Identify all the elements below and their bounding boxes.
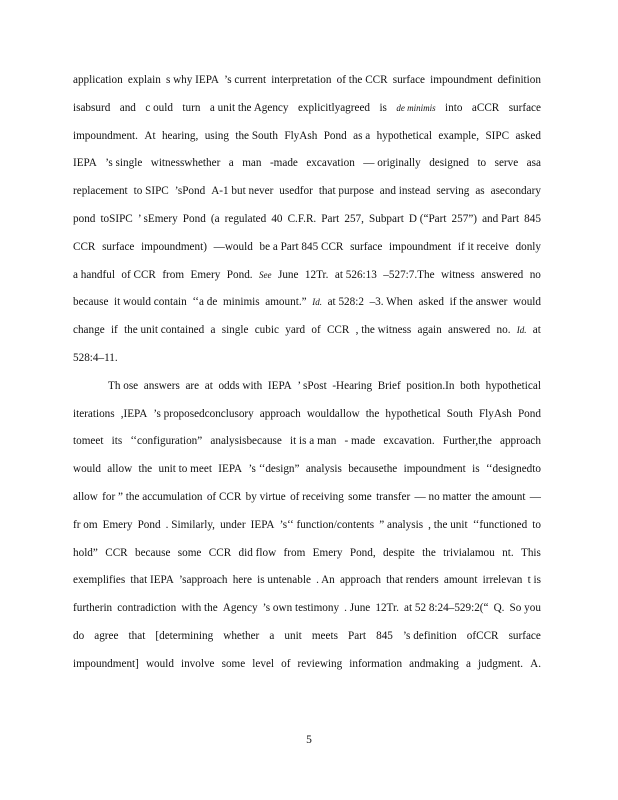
- text-word: tomeet: [73, 435, 104, 448]
- text-word: excavation.: [383, 435, 435, 448]
- text-word: agree: [94, 629, 119, 642]
- text-word: IEPA: [218, 463, 243, 476]
- text-word: as: [475, 185, 485, 198]
- text-word: witness: [441, 268, 475, 281]
- text-word: — no matter: [414, 490, 472, 503]
- text-word: no.: [496, 324, 511, 337]
- text-word: hearing,: [161, 129, 199, 142]
- text-word: impoundment): [141, 240, 207, 253]
- text-word: would: [145, 657, 174, 670]
- text-word: Part: [348, 629, 367, 642]
- text-word: ‘‘a de: [192, 296, 218, 309]
- text-word: do: [73, 629, 85, 642]
- text-line: [73, 543, 541, 571]
- text-word: surface: [350, 240, 383, 253]
- text-word: if: [110, 324, 118, 337]
- text-word: FlyAsh: [478, 407, 512, 420]
- text-word: (a: [210, 212, 220, 225]
- text-word: –3. When: [369, 296, 413, 309]
- text-word: a: [465, 657, 471, 670]
- page-number: 5: [306, 734, 312, 746]
- text-word: ,IEPA: [120, 407, 148, 420]
- text-word: of: [281, 657, 291, 670]
- text-line: [73, 376, 541, 404]
- text-word: using: [204, 129, 229, 142]
- text-word: impoundment]: [73, 657, 139, 670]
- text-word: FlyAsh: [284, 129, 318, 142]
- text-word: meets: [311, 629, 338, 642]
- text-word: asecondary: [490, 185, 541, 198]
- text-word: approach: [259, 407, 301, 420]
- text-word: would: [73, 463, 101, 476]
- text-word: ’s‘‘ function/contents: [279, 518, 375, 531]
- text-word: ’s own testimony: [262, 602, 340, 615]
- text-word: Th ose: [108, 379, 139, 392]
- text-word: at 52 8:24–529:2(“: [403, 602, 489, 615]
- text-word: Pond: [137, 518, 161, 531]
- text-word: June: [277, 268, 299, 281]
- text-word: a: [228, 157, 234, 170]
- text-word: replacement: [73, 185, 128, 198]
- text-line: [73, 598, 541, 626]
- text-word: the: [365, 407, 380, 420]
- text-word: fr om: [73, 518, 98, 531]
- text-word: and: [119, 101, 136, 114]
- text-word: the amount: [475, 490, 526, 503]
- text-word: to SIPC: [133, 185, 169, 198]
- text-line: [73, 487, 541, 515]
- text-word: a: [269, 629, 275, 642]
- text-word: from: [283, 546, 306, 559]
- text-word: explicitlyagreed: [297, 101, 371, 114]
- text-word: example,: [438, 129, 480, 142]
- text-line: [73, 126, 541, 154]
- text-line: [73, 654, 541, 682]
- text-word: [determining: [155, 629, 214, 642]
- text-word: CCR: [326, 324, 350, 337]
- text-word: Q.: [493, 602, 505, 615]
- text-word: level: [252, 657, 275, 670]
- text-line: [73, 515, 541, 543]
- text-word: SIPC: [485, 129, 510, 142]
- text-word: despite: [383, 546, 415, 559]
- text-word: toSIPC: [100, 212, 133, 225]
- text-word: CCR: [208, 546, 232, 559]
- text-word: , the unit: [428, 518, 468, 531]
- text-word: t is: [527, 574, 541, 587]
- text-line: [73, 348, 541, 376]
- text-word: of receiving: [290, 490, 344, 503]
- text-word: be a Part 845 CCR: [259, 240, 344, 253]
- text-word: Pond: [517, 407, 541, 420]
- text-word: 12Tr.: [304, 268, 329, 281]
- text-word: trivialamou: [443, 546, 495, 559]
- text-word: impoundment: [389, 240, 452, 253]
- text-word: Pond,: [349, 546, 376, 559]
- text-word: ’s ‘‘design”: [248, 463, 300, 476]
- text-line: [73, 153, 541, 181]
- text-word: by virtue: [245, 490, 286, 503]
- text-word: some: [221, 657, 246, 670]
- text-line: [73, 237, 541, 265]
- text-word: unit: [284, 629, 302, 642]
- text-word: So you: [509, 602, 541, 615]
- text-word: a handful: [73, 268, 115, 281]
- text-line: [73, 209, 541, 237]
- text-word: yard: [285, 324, 306, 337]
- text-word: asa: [526, 157, 541, 170]
- text-word: that purpose: [318, 185, 374, 198]
- text-word: — originally: [363, 157, 421, 170]
- text-word: ’s proposedconclusory: [153, 407, 254, 420]
- text-word: explain: [127, 74, 161, 86]
- text-word: information: [349, 657, 403, 670]
- text-word: for ” the accumulation: [102, 490, 203, 503]
- text-word: Id.: [516, 325, 527, 336]
- text-word: ’sPond: [174, 185, 206, 198]
- text-word: impoundment.: [73, 129, 138, 142]
- text-word: Part: [321, 212, 340, 225]
- text-word: under: [220, 518, 246, 531]
- text-word: ’s single: [105, 157, 143, 170]
- text-word: as a: [353, 129, 371, 142]
- text-word: of the CCR: [336, 74, 388, 86]
- text-word: —: [529, 490, 541, 503]
- text-word: designed: [429, 157, 469, 170]
- text-word: man: [242, 157, 262, 170]
- text-word: it is a man: [290, 435, 337, 448]
- text-word: donly: [515, 240, 541, 253]
- text-word: position.In: [406, 379, 455, 392]
- text-word: Agency: [222, 602, 258, 615]
- text-word: Subpart: [369, 212, 404, 225]
- text-word: no: [529, 268, 541, 281]
- text-word: IEPA: [73, 157, 97, 170]
- text-word: to: [532, 518, 541, 531]
- text-word: because: [73, 296, 109, 309]
- text-word: impoundment: [430, 74, 493, 86]
- text-word: wouldallow: [306, 407, 360, 420]
- text-word: unit to meet: [158, 463, 212, 476]
- text-word: de minimis: [396, 102, 436, 113]
- text-word: interpretation: [271, 74, 332, 86]
- text-word: 257”): [451, 212, 478, 225]
- text-word: allow: [73, 490, 98, 503]
- text-word: approach: [499, 435, 541, 448]
- text-word: of: [311, 324, 321, 337]
- text-word: ofCCR: [466, 629, 499, 642]
- text-word: usedfor: [279, 185, 313, 198]
- text-word: definition: [497, 74, 541, 86]
- text-word: . June: [344, 602, 371, 615]
- text-word: is: [379, 101, 387, 114]
- text-word: surface: [508, 101, 541, 114]
- text-word: witnesswhether: [150, 157, 221, 170]
- text-word: See: [259, 269, 272, 280]
- text-word: ” analysis: [379, 518, 424, 531]
- text-word: D (“Part: [408, 212, 447, 225]
- text-line: [73, 320, 541, 348]
- text-word: into: [445, 101, 463, 114]
- text-word: pond: [73, 212, 96, 225]
- text-word: ’ sPost: [297, 379, 327, 392]
- text-word: ’ sEmery: [137, 212, 178, 225]
- text-word: turn: [182, 101, 201, 114]
- text-word: at: [532, 324, 541, 337]
- text-word: IEPA: [250, 518, 275, 531]
- text-word: at: [204, 379, 213, 392]
- text-word: isabsurd: [73, 101, 111, 114]
- text-word: This: [521, 546, 541, 559]
- text-word: odds with: [218, 379, 263, 392]
- text-word: again: [417, 324, 442, 337]
- text-line: [73, 404, 541, 432]
- text-word: judgment.: [477, 657, 524, 670]
- text-word: analysis: [305, 463, 342, 476]
- text-word: ‘‘designedto: [485, 463, 541, 476]
- text-word: minimis: [222, 296, 260, 309]
- text-word: if it receive: [457, 240, 509, 253]
- text-word: –527:7.The: [383, 268, 435, 281]
- text-line: [73, 181, 541, 209]
- text-word: 845: [376, 629, 393, 642]
- text-line: [73, 459, 541, 487]
- text-word: that renders: [386, 574, 439, 587]
- text-word: serve: [494, 157, 519, 170]
- text-word: whether: [223, 629, 260, 642]
- text-word: Further,the: [442, 435, 492, 448]
- text-word: at 526:13: [334, 268, 377, 281]
- text-word: application: [73, 74, 123, 86]
- text-word: 528:4–11.: [73, 351, 118, 364]
- text-word: is: [472, 463, 480, 476]
- text-word: ’sapproach: [179, 574, 228, 587]
- text-word: hypothetical: [376, 129, 432, 142]
- text-word: and Part: [482, 212, 520, 225]
- text-word: Pond.: [226, 268, 253, 281]
- text-word: the: [138, 463, 153, 476]
- text-word: to: [477, 157, 487, 170]
- text-word: impoundment: [403, 463, 466, 476]
- text-word: hypothetical: [485, 379, 541, 392]
- text-word: Pond: [182, 212, 206, 225]
- text-line: [73, 292, 541, 320]
- text-word: , the witness: [355, 324, 412, 337]
- text-word: amount: [443, 574, 478, 587]
- text-word: C.F.R.: [287, 212, 317, 225]
- text-word: Id.: [312, 297, 322, 308]
- text-word: at 528:2: [327, 296, 364, 309]
- text-word: excavation: [306, 157, 355, 170]
- text-word: change: [73, 324, 105, 337]
- text-word: -Hearing: [332, 379, 373, 392]
- text-word: nt.: [502, 546, 514, 559]
- text-word: with the: [181, 602, 218, 615]
- text-word: ‘‘configuration”: [130, 435, 203, 448]
- text-word: serving: [436, 185, 470, 198]
- text-word: that: [128, 629, 146, 642]
- text-word: analysisbecause: [210, 435, 282, 448]
- text-word: of CCR: [121, 268, 156, 281]
- text-word: South: [446, 407, 473, 420]
- text-word: At: [144, 129, 156, 142]
- text-word: some: [348, 490, 372, 503]
- text-word: contradiction: [117, 602, 177, 615]
- text-word: 12Tr.: [375, 602, 399, 615]
- paragraph-2: [73, 376, 541, 682]
- text-word: aCCR: [471, 101, 500, 114]
- text-word: some: [177, 546, 202, 559]
- text-word: its: [111, 435, 123, 448]
- text-word: and instead: [379, 185, 431, 198]
- text-word: c ould: [145, 101, 173, 114]
- text-word: asked: [515, 129, 541, 142]
- text-word: A.: [530, 657, 541, 670]
- text-word: amount.”: [265, 296, 307, 309]
- text-word: surface: [392, 74, 426, 86]
- text-word: ‘‘functioned: [472, 518, 528, 531]
- text-word: 257,: [344, 212, 364, 225]
- text-word: furtherin: [73, 602, 113, 615]
- text-word: Emery: [190, 268, 221, 281]
- text-word: from: [162, 268, 185, 281]
- text-word: hypothetical: [385, 407, 441, 420]
- text-line: [73, 265, 541, 293]
- text-word: irrelevan: [482, 574, 523, 587]
- text-word: andmaking: [409, 657, 459, 670]
- text-word: 845: [524, 212, 541, 225]
- text-line: [73, 98, 541, 126]
- text-word: hold”: [73, 546, 98, 559]
- text-line: [73, 570, 541, 598]
- text-word: approach: [339, 574, 381, 587]
- text-word: because: [135, 546, 171, 559]
- text-word: answered: [481, 268, 524, 281]
- text-word: . Similarly,: [165, 518, 215, 531]
- text-word: the South: [235, 129, 278, 142]
- text-word: the unit contained: [124, 324, 205, 337]
- text-word: single: [221, 324, 249, 337]
- text-word: involve: [180, 657, 215, 670]
- text-word: Emery: [102, 518, 133, 531]
- text-word: cubic: [254, 324, 279, 337]
- text-word: s why IEPA: [165, 74, 219, 86]
- text-word: would: [513, 296, 541, 309]
- text-word: reviewing: [297, 657, 343, 670]
- body-text: [73, 70, 541, 682]
- text-word: surface: [102, 240, 135, 253]
- paragraph-1: [73, 70, 541, 376]
- text-word: Emery: [312, 546, 343, 559]
- text-word: transfer: [376, 490, 411, 503]
- text-word: —would: [213, 240, 253, 253]
- text-word: Pond: [323, 129, 347, 142]
- text-word: exemplifies: [73, 574, 126, 587]
- text-word: it would contain: [114, 296, 187, 309]
- text-word: is untenable: [257, 574, 311, 587]
- text-word: becausethe: [348, 463, 398, 476]
- text-word: 40: [271, 212, 283, 225]
- text-word: a: [210, 324, 216, 337]
- text-word: both: [460, 379, 481, 392]
- text-word: that IEPA: [130, 574, 174, 587]
- text-word: if the answer: [449, 296, 508, 309]
- text-word: are: [185, 379, 200, 392]
- text-line: [73, 431, 541, 459]
- text-word: regulated: [224, 212, 267, 225]
- text-word: ’s definition: [402, 629, 457, 642]
- text-word: CCR: [105, 546, 128, 559]
- text-word: CCR: [73, 240, 96, 253]
- text-word: answered: [448, 324, 491, 337]
- text-word: did flow: [238, 546, 277, 559]
- text-word: surface: [508, 629, 541, 642]
- text-word: of CCR: [206, 490, 242, 503]
- text-word: a unit the Agency: [209, 101, 289, 114]
- text-line: [73, 70, 541, 98]
- text-word: -made: [269, 157, 298, 170]
- text-word: the: [422, 546, 436, 559]
- text-word: allow: [107, 463, 133, 476]
- text-word: - made: [344, 435, 376, 448]
- text-word: iterations: [73, 407, 115, 420]
- text-line: [73, 626, 541, 654]
- text-word: answers: [143, 379, 180, 392]
- text-word: asked: [418, 296, 444, 309]
- text-word: . An: [316, 574, 335, 587]
- text-word: A-1 but never: [211, 185, 274, 198]
- text-word: here: [232, 574, 252, 587]
- text-word: ’s current: [224, 74, 267, 86]
- text-word: IEPA: [267, 379, 292, 392]
- text-word: Brief: [377, 379, 401, 392]
